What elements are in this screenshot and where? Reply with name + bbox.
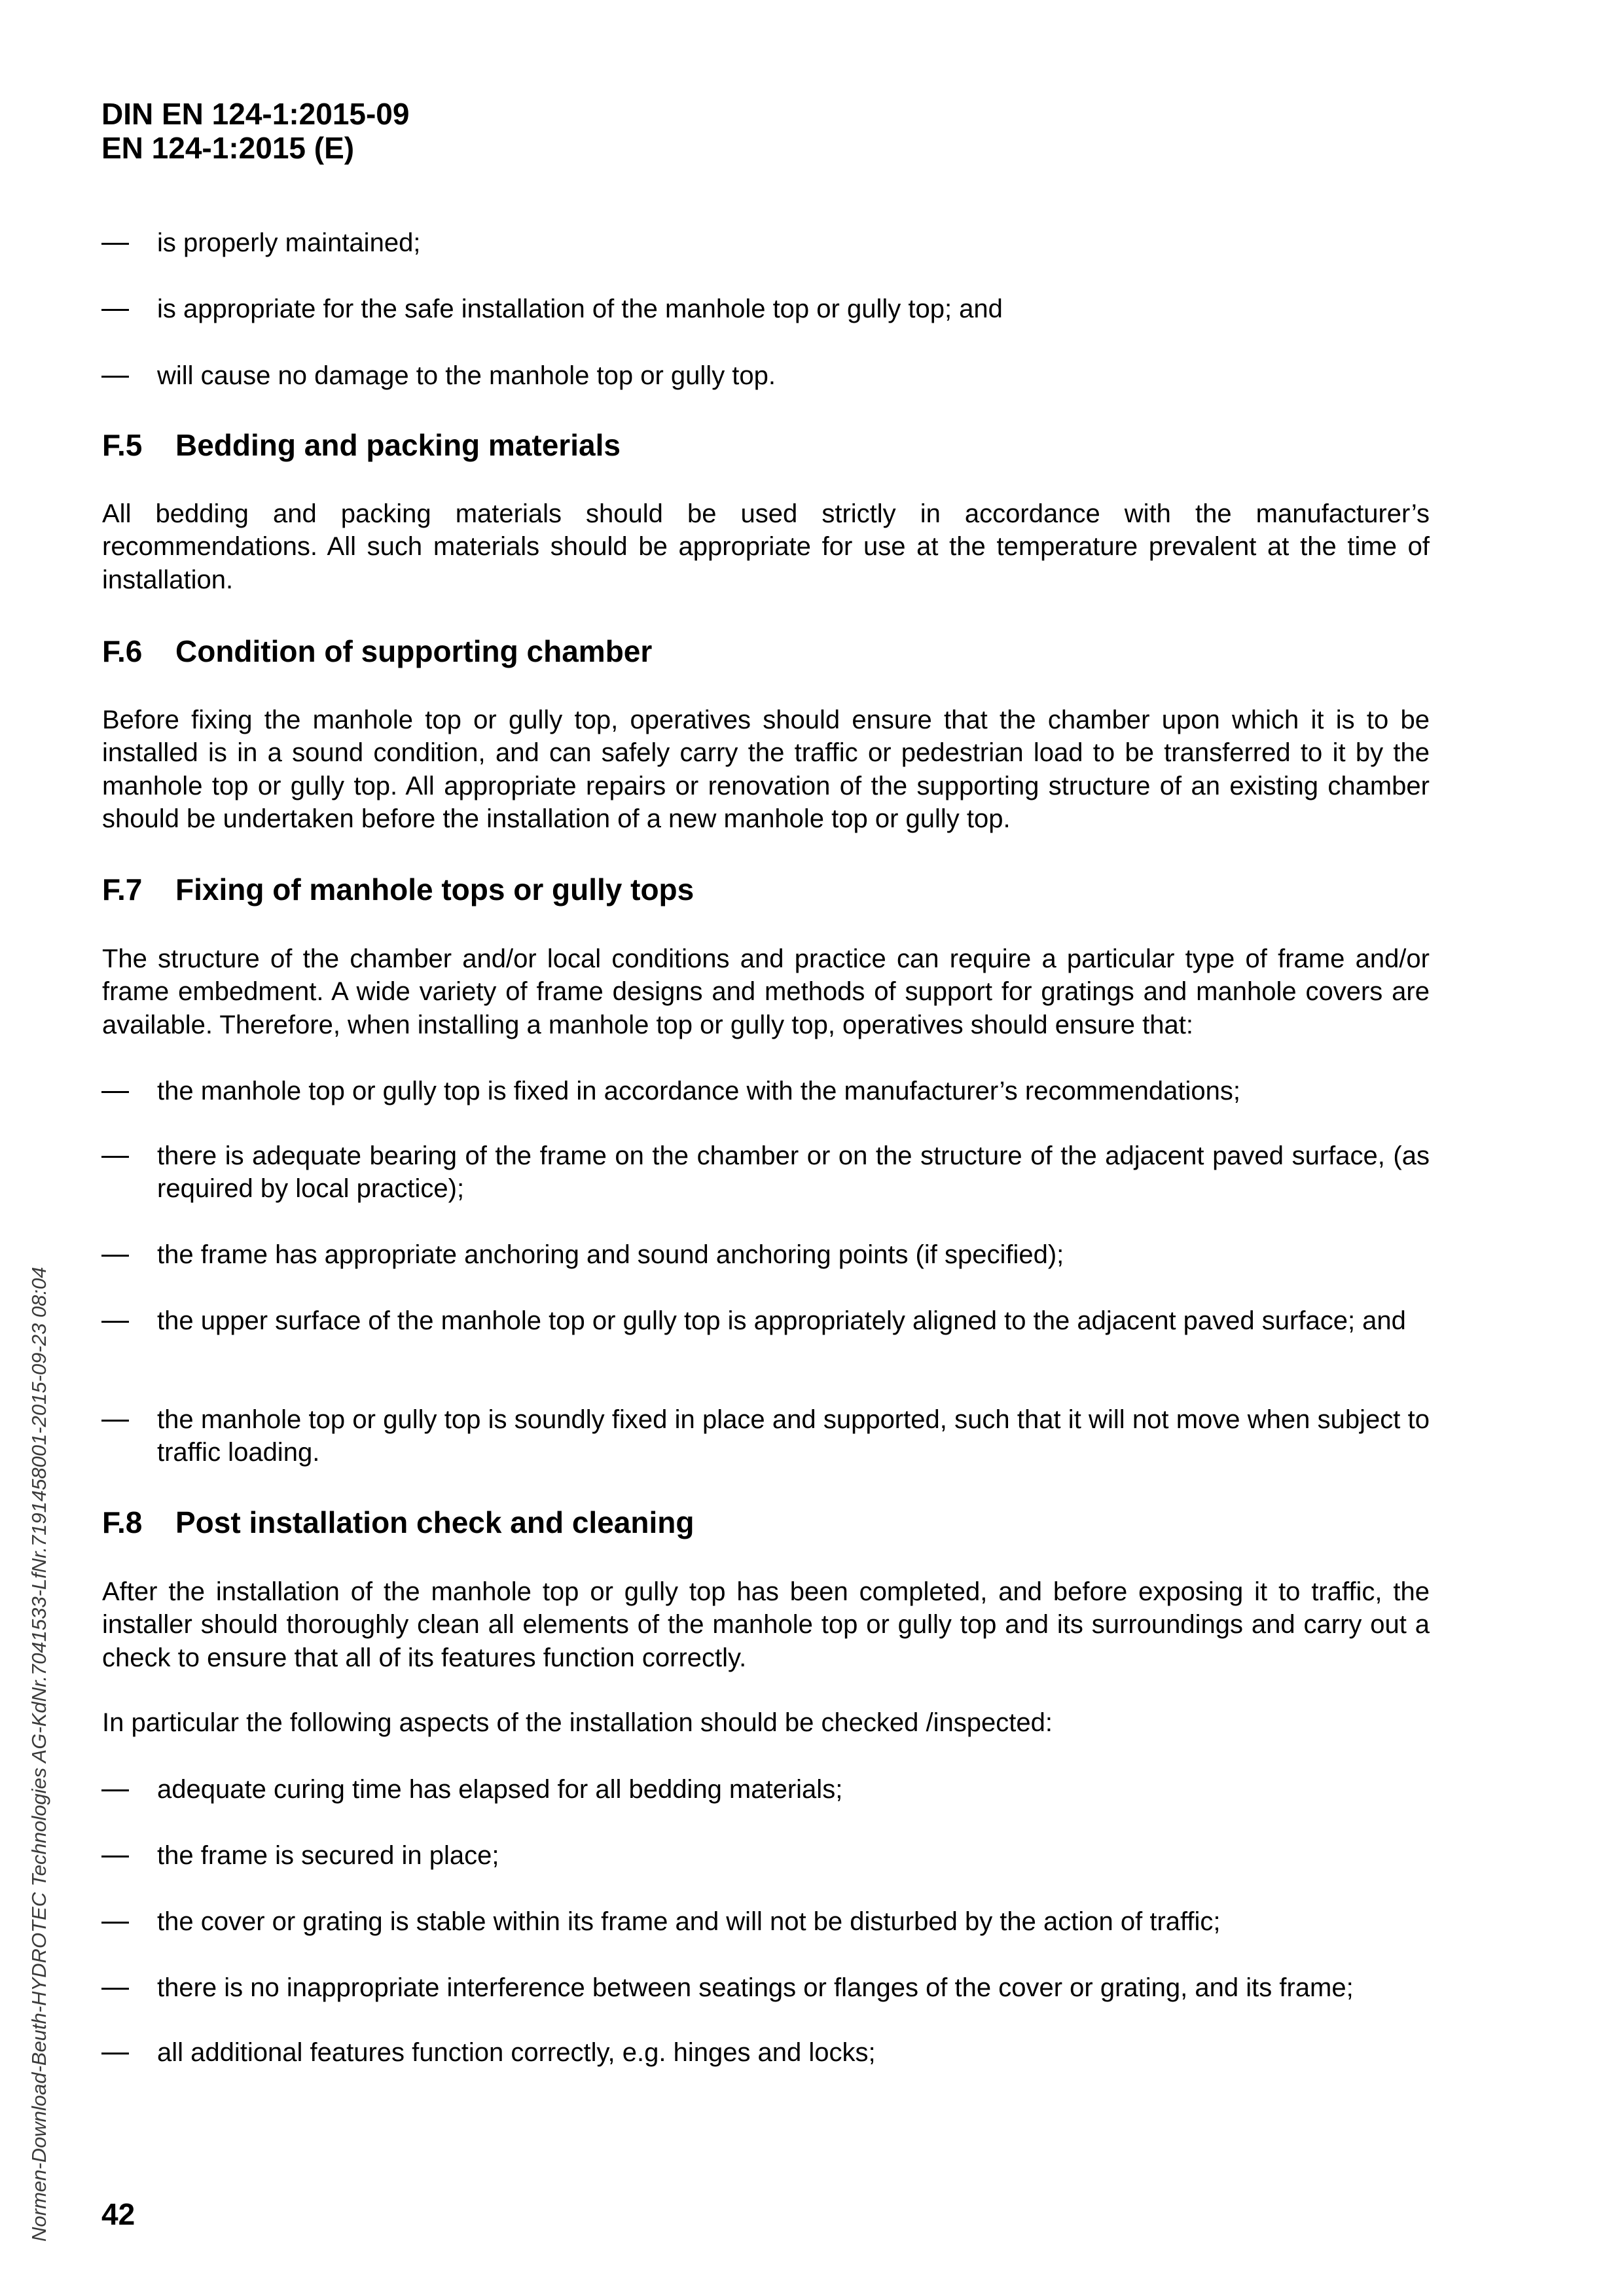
download-watermark: Normen-Download-Beuth-HYDROTEC Technologies AG-KdNr.7041533-LfNr.7191458001-2015-09-23 08:04 [27,1266,50,2242]
section-number: F.7 [102,872,143,906]
list-item: the manhole top or gully top is soundly fixed in place and supported, such that it will not move when subject to traffic loading. [157,1405,1430,1467]
section-title: Post installation check and cleaning [175,1505,695,1539]
section-number: F.8 [102,1505,143,1539]
list-item: the upper surface of the manhole top or gully top is appropriately aligned to the adjacent paved surface; and [157,1306,1406,1335]
header-en-number: EN 124-1:2015 (E) [101,131,355,165]
list-item: the frame is secured in place; [157,1841,499,1870]
list-item: there is no inappropriate interference between seatings or flanges of the cover or grating, and its frame; [157,1973,1354,2002]
section-heading-f5 [102,428,621,462]
paragraph: After the installation of the manhole top or gully top has been completed, and before exposing it to traffic, the installer should thoroughly clean all elements of the manhole top or gully top and its surroundings and carry out a check to ensure that all of its features function correctly. [102,1577,1430,1672]
section-heading-f8 [102,1505,694,1539]
list-item: the frame has appropriate anchoring and sound anchoring points (if specified); [157,1240,1064,1269]
list-item: is appropriate for the safe installation of the manhole top or gully top; and [157,295,1003,323]
list-item: the manhole top or gully top is fixed in accordance with the manufacturer’s recommendations; [157,1077,1240,1105]
section-heading-f6 [102,634,652,668]
paragraph: All bedding and packing materials should be used strictly in accordance with the manufacturer’s recommendations. All such materials should be appropriate for use at the temperature prevalent at the time of installation. [102,499,1430,594]
section-title: Condition of supporting chamber [175,634,653,668]
page-number: 42 [101,2197,135,2231]
section-title: Bedding and packing materials [175,428,621,462]
list-item: adequate curing time has elapsed for all bedding materials; [157,1775,843,1804]
list-item: is properly maintained; [157,228,421,257]
paragraph: Before fixing the manhole top or gully top, operatives should ensure that the chamber upon which it is to be installed is in a sound condition, and can safely carry the traffic or pedestrian load to be transferred to it by the manhole top or gully top. All appropriate repairs or renovation of the supporting structure of an existing chamber should be undertaken before the installation of a new manhole top or gully top. [102,706,1430,833]
section-title: Fixing of manhole tops or gully tops [175,872,695,906]
section-heading-f7 [102,872,694,906]
section-number: F.5 [102,428,143,462]
list-item: will cause no damage to the manhole top or gully top. [157,361,776,390]
section-number: F.6 [102,634,143,668]
list-item: all additional features function correctly, e.g. hinges and locks; [157,2038,876,2067]
list-item: there is adequate bearing of the frame on the chamber or on the structure of the adjacent paved surface, (as required by local practice); [157,1141,1430,1204]
list-item: the cover or grating is stable within its frame and will not be disturbed by the action of traffic; [157,1907,1221,1936]
paragraph: In particular the following aspects of the installation should be checked /inspected: [102,1708,1053,1737]
paragraph: The structure of the chamber and/or local conditions and practice can require a particular type of frame and/or frame embedment. A wide variety of frame designs and methods of support for gratings and manhole covers are available. Therefore, when installing a manhole top or gully top, operatives should ensure that: [102,944,1430,1039]
header-standard-number: DIN EN 124-1:2015-09 [101,97,410,131]
